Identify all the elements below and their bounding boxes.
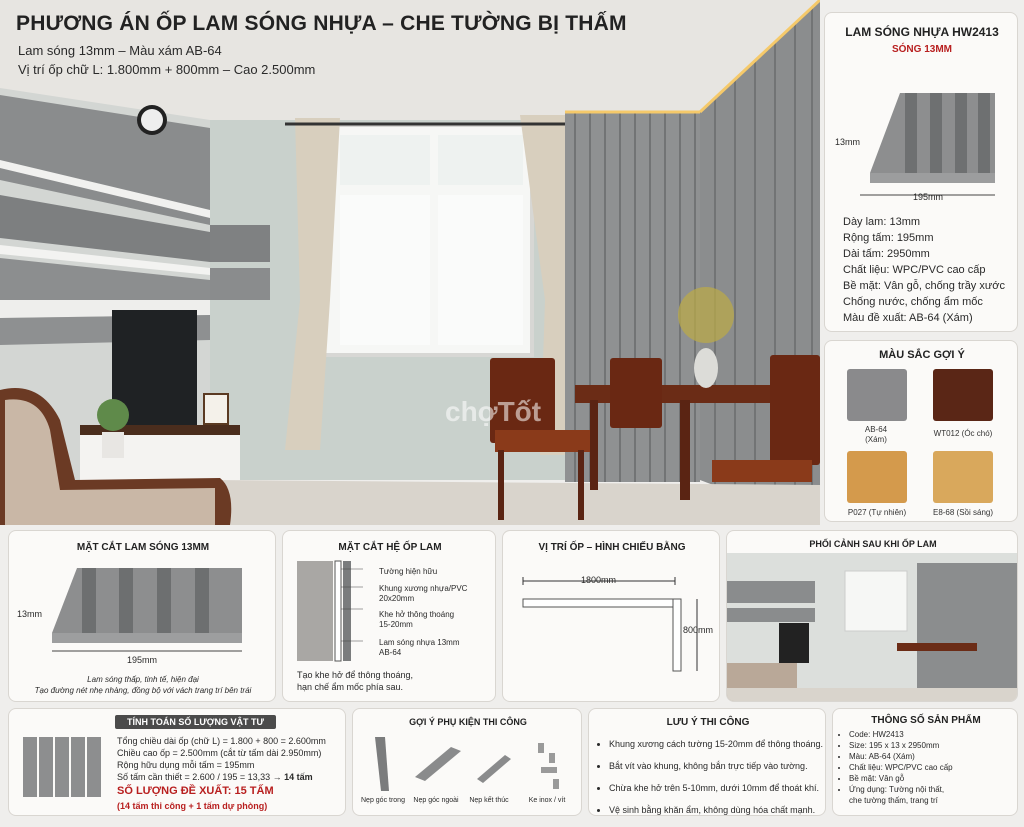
product-spec-item: • Bề mặt: Vân gỗ (849, 773, 1021, 784)
spec-row: Chất liệu: WPC/PVC cao cấp (843, 264, 986, 276)
system-cut-illustration (295, 559, 365, 664)
notes-card (588, 708, 826, 816)
plan-dim-a: 1800mm (581, 575, 617, 585)
outer-corner-trim-icon (415, 747, 461, 781)
spec-list (843, 214, 1005, 326)
swatch-p027[interactable] (847, 451, 907, 503)
section-caption-1: Lam sóng thấp, tinh tế, hiện đại (87, 675, 199, 684)
note-item: • Vệ sinh bằng khăn ẩm, không dùng hóa chất mạnh. (609, 805, 835, 816)
section-cut-illustration (47, 563, 247, 653)
swatch-label: E8-68 (Sồi sáng) (932, 508, 994, 517)
after-view-illustration (727, 553, 1018, 702)
quantity-line: Tổng chiều dài ốp (chữ L) = 1.800 + 800 = 2.600mm (117, 736, 326, 746)
product-spec-item: • Màu: AB-64 (Xám) (849, 751, 1021, 762)
product-spec-item: • Size: 195 x 13 x 2950mm (849, 740, 1021, 751)
notes-list (599, 739, 835, 827)
swatch-wt012[interactable] (933, 369, 993, 421)
swatch-e868[interactable] (933, 451, 993, 503)
system-label: Khung xương nhựa/PVC 20x20mm (379, 584, 468, 603)
accessory-label: Nẹp góc trong (361, 797, 405, 804)
quantity-line: Chiều cao ốp = 2.500mm (cắt từ tấm dài 2.950mm) (117, 748, 322, 758)
spec-row: Chống nước, chống ẩm mốc (843, 296, 983, 308)
spec-row: Dài tấm: 2950mm (843, 248, 930, 260)
colors-card (824, 340, 1018, 522)
product-subtitle: SÓNG 13MM (891, 44, 952, 55)
accessories-title: GỢI Ý PHỤ KIỆN THI CÔNG (409, 717, 527, 727)
plan-view-title: VỊ TRÍ ỐP – HÌNH CHIẾU BẰNG (538, 542, 686, 553)
swatch-label: P027 (Tự nhiên) (847, 508, 907, 517)
plan-view-card (502, 530, 720, 702)
system-label: Lam sóng nhựa 13mm AB-64 (379, 638, 460, 657)
spec-row: Màu đề xuất: AB-64 (Xám) (843, 312, 973, 324)
product-spec-title: THÔNG SỐ SẢN PHẨM (871, 715, 981, 726)
spec-row: Bề mặt: Vân gỗ, chống trầy xước (843, 280, 1005, 292)
product-spec-list (839, 729, 1021, 806)
quantity-line: Rộng hữu dụng mỗi tấm = 195mm (117, 760, 255, 770)
screw-bracket-icon (538, 743, 559, 789)
notes-title: LƯU Ý THI CÔNG (666, 717, 750, 728)
section-cut-title: MẶT CẮT LAM SÓNG 13MM (76, 542, 210, 553)
section-caption-2: Tạo đường nét nhẹ nhàng, đồng bộ với vách trang trí bên trái (34, 686, 252, 695)
panel-stack-illustration (17, 733, 109, 803)
system-label: Tường hiện hữu (379, 567, 438, 576)
system-cut-card (282, 530, 496, 702)
spec-row: Dày lam: 13mm (843, 216, 921, 228)
page-title: PHƯƠNG ÁN ỐP LAM SÓNG NHỰA – CHE TƯỜNG BỊ THẤM (16, 12, 627, 35)
note-item: • Chừa khe hở trên 5-10mm, dưới 10mm để thoát khí. (609, 783, 835, 794)
profile-3d-illustration (860, 73, 1000, 198)
accessory-label: Nẹp kết thúc (469, 797, 509, 804)
spec-row: Rộng tấm: 195mm (843, 232, 934, 244)
section-dim-width: 195mm (127, 655, 158, 665)
section-cut-card (8, 530, 276, 702)
quantity-result: SỐ LƯỢNG ĐỀ XUẤT: 15 TẤM (117, 785, 274, 797)
product-title: LAM SÓNG NHỰA HW2413 (845, 25, 999, 39)
swatch-label: WT012 (Óc chó) (933, 429, 993, 438)
quantity-calc: Số tấm cần thiết = 2.600 / 195 = 13,33 → 14 tấm (117, 772, 313, 782)
after-view-card (726, 530, 1018, 702)
note-item: • Khung xương cách tường 15-20mm để thông thoáng. (609, 739, 835, 750)
quantity-title: TÍNH TOÁN SỐ LƯỢNG VẬT TƯ (115, 715, 276, 729)
subtitle-line-1: Lam sóng 13mm – Màu xám AB-64 (18, 43, 222, 58)
section-dim-height: 13mm (17, 609, 43, 619)
swatch-ab64[interactable] (847, 369, 907, 421)
system-label: Khe hở thông thoáng 15-20mm (379, 610, 455, 629)
accessory-label: Nẹp góc ngoài (413, 797, 459, 804)
quantity-card (8, 708, 346, 816)
watermark: chợTốt (445, 396, 542, 427)
profile-dim-width: 195mm (913, 192, 944, 202)
product-spec-card (832, 708, 1018, 816)
product-spec-item: • Ứng dụng: Tường nội thất, che tường thấm, trang trí (849, 784, 1021, 806)
after-view-title: PHỐI CẢNH SAU KHI ỐP LAM (809, 539, 937, 549)
swatch-label: AB-64 (Xám) (864, 425, 888, 444)
profile-dim-height: 13mm (835, 137, 861, 147)
end-trim-icon (477, 755, 511, 783)
note-item: • Bắt vít vào khung, không bắn trực tiếp vào tường. (609, 761, 835, 772)
product-card (824, 12, 1018, 332)
accessories-card (352, 708, 582, 816)
accessories-illustration (363, 733, 573, 797)
colors-title: MÀU SẮC GỢI Ý (879, 349, 965, 361)
plan-dim-b: 800mm (683, 625, 714, 635)
inner-corner-trim-icon (375, 737, 389, 791)
system-cut-title: MẶT CẮT HỆ ỐP LAM (338, 542, 442, 553)
product-spec-item: • Code: HW2413 (849, 729, 1021, 740)
system-caption: Tạo khe hở để thông thoáng, hạn chế ẩm mốc phía sau. (297, 670, 413, 692)
subtitle-line-2: Vị trí ốp chữ L: 1.800mm + 800mm – Cao 2.500mm (18, 62, 316, 77)
product-spec-item: • Chất liệu: WPC/PVC cao cấp (849, 762, 1021, 773)
accessory-label: Ke inox / vít (528, 797, 566, 804)
quantity-result-note: (14 tấm thi công + 1 tấm dự phòng) (117, 801, 268, 811)
